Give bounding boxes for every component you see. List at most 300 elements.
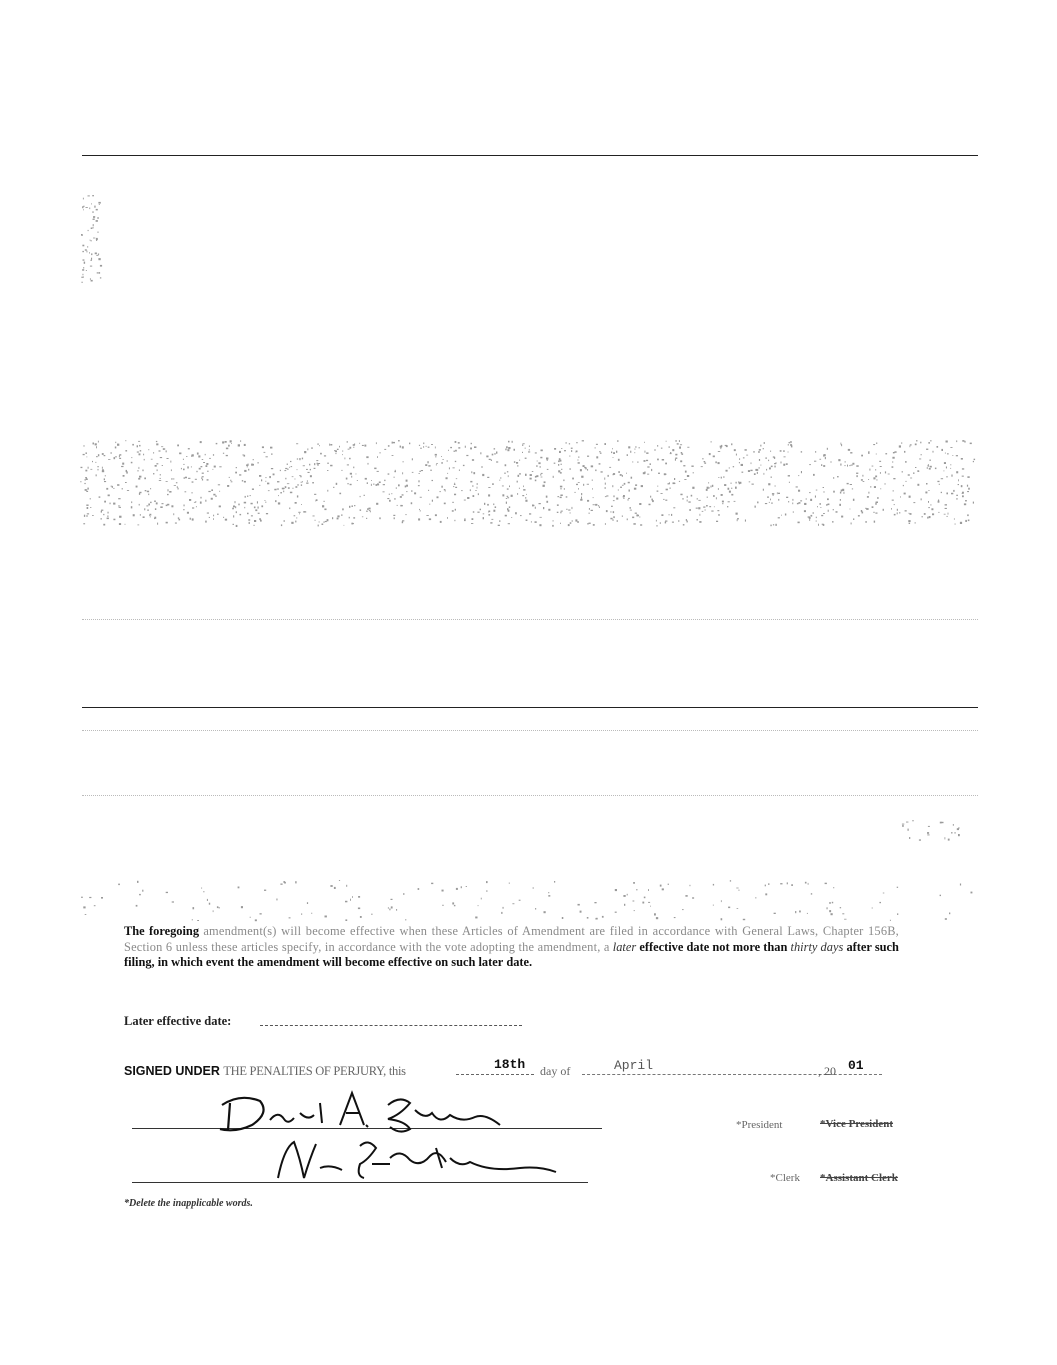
scan-speck [875, 513, 877, 514]
scan-speck [389, 494, 390, 495]
scan-speck [156, 441, 157, 442]
scan-speck [757, 472, 758, 474]
scan-speck [681, 453, 683, 455]
scan-speck [654, 913, 656, 915]
scan-speck [894, 451, 896, 453]
scan-speck [833, 887, 834, 888]
scan-speck [558, 460, 559, 462]
scan-speck [249, 522, 250, 524]
scan-speck [161, 446, 163, 447]
scan-speck [868, 492, 869, 494]
scan-speck [454, 520, 455, 521]
scan-speck [332, 517, 333, 519]
scan-speck [880, 472, 881, 474]
scan-speck [647, 474, 649, 475]
scan-speck [481, 466, 482, 468]
scan-speck [612, 520, 614, 521]
year-prefix: , 20 [818, 1064, 836, 1078]
scan-speck [147, 491, 149, 493]
scan-speck [804, 510, 806, 512]
scan-speck [649, 504, 651, 506]
scan-speck [483, 513, 485, 514]
scan-speck [86, 452, 87, 454]
scan-speck [200, 497, 201, 499]
scan-speck [367, 482, 368, 484]
scan-speck [940, 822, 942, 824]
scan-speck [131, 462, 133, 464]
scan-speck [95, 443, 97, 445]
scan-speck [868, 452, 870, 454]
scan-speck [376, 484, 378, 486]
scan-speck [613, 500, 615, 501]
scan-speck [456, 478, 457, 479]
scan-speck [125, 482, 127, 483]
scan-speck [626, 473, 627, 474]
scan-speck [731, 488, 732, 489]
scan-speck [780, 883, 782, 884]
scan-speck [420, 497, 422, 498]
scan-speck [209, 458, 211, 459]
scan-speck [775, 485, 776, 486]
scan-speck [197, 453, 199, 455]
scan-speck [160, 478, 161, 479]
scan-speck [244, 470, 246, 472]
scan-speck [84, 262, 85, 264]
scan-speck [879, 902, 881, 903]
scan-speck [160, 457, 162, 458]
scan-speck [574, 492, 575, 493]
scan-speck [798, 475, 799, 476]
scan-speck [151, 459, 153, 460]
scan-speck [661, 514, 663, 516]
scan-speck [745, 520, 746, 522]
scan-speck [187, 466, 189, 468]
scan-speck [862, 475, 863, 477]
scan-speck [139, 453, 141, 455]
scan-speck [906, 822, 908, 823]
scan-speck [96, 209, 98, 211]
scan-speck [88, 230, 89, 231]
scan-speck [455, 461, 456, 462]
scan-speck [449, 467, 450, 469]
scan-speck [772, 493, 774, 494]
scan-speck [661, 448, 663, 449]
scan-speck [398, 484, 400, 486]
scan-speck [599, 451, 600, 452]
scan-speck [350, 484, 352, 485]
scan-speck [823, 454, 825, 456]
scan-speck [487, 504, 489, 506]
year-value[interactable]: 01 [848, 1058, 864, 1073]
scan-speck [554, 463, 556, 464]
scan-speck [650, 463, 652, 465]
scan-speck [230, 480, 232, 481]
scan-speck [418, 480, 419, 482]
scan-speck [508, 447, 510, 449]
scan-speck [783, 464, 785, 466]
scan-speck [688, 501, 690, 502]
scan-speck [103, 524, 105, 526]
scan-speck [405, 514, 406, 515]
scan-speck [335, 453, 336, 454]
scan-speck [101, 510, 103, 511]
scan-speck [842, 913, 844, 914]
scan-speck [680, 460, 682, 462]
scan-speck [743, 919, 745, 920]
scan-speck [926, 449, 928, 450]
scan-speck [605, 496, 607, 497]
scan-speck [213, 518, 214, 520]
scan-speck [618, 471, 620, 473]
scan-speck [428, 490, 429, 491]
scan-speck [454, 451, 455, 453]
scan-speck [634, 488, 636, 490]
scan-speck [622, 516, 623, 517]
scan-speck [295, 486, 297, 488]
scan-speck [705, 509, 706, 510]
scan-speck [529, 449, 530, 450]
scan-speck [658, 473, 660, 474]
scan-speck [216, 443, 218, 444]
scan-speck [406, 485, 408, 487]
scan-speck [582, 440, 584, 441]
scan-speck [488, 514, 490, 516]
scan-speck [657, 445, 658, 447]
scan-speck [247, 513, 249, 515]
scan-speck [339, 446, 340, 448]
signed-statement [124, 1064, 406, 1079]
scan-speck [90, 278, 91, 279]
scan-speck [97, 217, 98, 219]
scan-speck [507, 508, 509, 510]
scan-speck [265, 477, 266, 478]
scan-speck [519, 460, 520, 461]
scan-speck [605, 523, 606, 524]
scan-speck [86, 207, 88, 208]
scan-speck [312, 482, 314, 483]
scan-speck [93, 219, 95, 220]
scan-speck [327, 519, 329, 521]
scan-speck [100, 265, 102, 267]
scan-speck [948, 513, 949, 515]
scan-speck [578, 462, 580, 464]
scan-speck [530, 474, 532, 476]
scan-speck [507, 471, 508, 472]
scan-speck [323, 522, 325, 523]
scan-speck [108, 495, 110, 497]
scan-speck [675, 458, 677, 459]
scan-speck [749, 481, 751, 482]
scan-speck [666, 441, 667, 442]
scan-speck [599, 507, 600, 508]
scan-speck [927, 517, 928, 519]
scan-speck [442, 905, 444, 906]
scan-speck [706, 489, 708, 491]
scan-speck [205, 500, 206, 502]
scan-speck [115, 456, 117, 457]
scan-speck [459, 470, 460, 471]
scan-speck [788, 501, 789, 502]
scan-speck [414, 492, 416, 494]
scan-speck [875, 469, 876, 470]
scan-speck [703, 507, 705, 508]
scan-speck [90, 266, 92, 267]
scan-speck [342, 508, 344, 510]
scan-speck [492, 454, 494, 456]
scan-speck [696, 508, 698, 509]
scan-speck [181, 468, 182, 469]
scan-speck [184, 505, 185, 507]
scan-speck [425, 464, 427, 466]
scan-speck [777, 492, 778, 494]
scan-speck [202, 459, 204, 460]
scan-speck [856, 465, 858, 467]
scan-speck [225, 519, 227, 521]
scan-speck [817, 506, 818, 507]
scan-speck [453, 486, 454, 487]
scan-speck [136, 486, 138, 488]
scan-speck [729, 467, 730, 469]
scan-speck [452, 502, 454, 503]
scan-speck [280, 884, 282, 885]
scan-speck [956, 471, 958, 473]
month-value[interactable]: April [614, 1058, 654, 1073]
scan-speck [809, 464, 811, 465]
scan-speck [728, 488, 730, 490]
scan-speck [487, 477, 489, 478]
scan-speck [454, 483, 455, 485]
scan-speck [142, 470, 143, 472]
scan-speck [455, 509, 456, 511]
scan-speck [427, 461, 428, 463]
scan-speck [493, 504, 494, 506]
scan-speck [509, 883, 510, 884]
scan-speck [345, 901, 347, 903]
scan-speck [952, 455, 953, 456]
scan-speck [91, 253, 92, 255]
scan-speck [940, 895, 941, 896]
scan-speck [677, 443, 679, 444]
scan-speck [628, 499, 629, 501]
scan-speck [236, 525, 238, 527]
scan-speck [627, 454, 628, 456]
paragraph-text-3: after such filing, in which event the amendment will become effective on such later [124, 939, 899, 969]
scan-speck [840, 464, 841, 466]
scan-speck [215, 496, 217, 497]
day-value[interactable]: 18th [494, 1057, 526, 1072]
scan-speck [517, 493, 518, 495]
scan-speck [825, 457, 826, 459]
scan-speck [693, 472, 694, 473]
scan-speck [122, 488, 123, 489]
scan-speck [661, 493, 663, 494]
scan-speck [170, 461, 171, 463]
scan-speck [209, 903, 210, 905]
scan-speck [902, 824, 904, 825]
later-effective-date-field[interactable] [260, 1025, 522, 1026]
scan-speck [91, 203, 92, 204]
scan-speck [353, 467, 354, 469]
scan-speck [837, 476, 839, 477]
scan-speck [578, 456, 579, 458]
scan-speck [142, 890, 143, 892]
scan-speck [242, 480, 243, 481]
scan-speck [560, 472, 562, 474]
scan-speck [774, 463, 776, 464]
scan-speck [83, 259, 85, 260]
scan-speck [928, 490, 929, 491]
scan-speck [873, 444, 875, 445]
scan-speck [657, 486, 658, 487]
scan-speck [523, 443, 525, 444]
scan-speck [519, 488, 520, 489]
scan-speck [973, 461, 974, 462]
scan-speck [633, 882, 635, 884]
scan-speck [594, 902, 596, 903]
scan-speck [80, 481, 82, 482]
scan-speck [558, 464, 559, 466]
scan-speck [823, 487, 824, 488]
scan-speck [617, 520, 618, 522]
scan-speck [691, 495, 693, 497]
scan-speck [446, 477, 448, 479]
scan-speck [941, 478, 943, 479]
scan-speck [86, 490, 88, 491]
scan-speck [505, 464, 507, 466]
scan-speck [98, 469, 99, 471]
scan-speck [913, 502, 915, 503]
scan-speck [828, 510, 829, 512]
scan-speck [268, 490, 270, 491]
scan-speck [540, 457, 542, 459]
scan-speck [227, 485, 229, 487]
scan-speck [910, 478, 912, 479]
scan-speck [452, 902, 454, 904]
scan-speck [473, 511, 475, 512]
scan-speck [687, 500, 688, 502]
scan-speck [578, 488, 579, 489]
scan-speck [572, 478, 574, 480]
scan-speck [172, 479, 174, 480]
scan-speck [697, 498, 698, 500]
scan-speck [453, 467, 455, 468]
scan-speck [311, 913, 312, 914]
scan-speck [123, 475, 125, 477]
scan-speck [348, 449, 350, 450]
scan-speck [841, 444, 842, 446]
scan-speck [833, 509, 834, 510]
scan-speck [697, 519, 698, 521]
scan-speck [723, 476, 724, 477]
scan-speck [950, 464, 951, 465]
scan-speck [560, 488, 562, 489]
scan-speck [628, 498, 630, 499]
scan-speck [173, 513, 174, 515]
scan-speck [557, 512, 559, 513]
scan-speck [126, 470, 127, 472]
scan-speck [285, 478, 286, 480]
scan-speck [159, 450, 161, 451]
scan-speck [962, 468, 964, 469]
scan-speck [341, 470, 342, 471]
scan-speck [371, 484, 372, 486]
scan-speck [166, 522, 168, 524]
scan-speck [222, 441, 224, 443]
scan-speck [910, 445, 911, 447]
scan-speck [218, 484, 220, 485]
scan-speck [396, 909, 397, 911]
scan-speck [926, 483, 928, 485]
scan-speck [761, 465, 762, 466]
scan-speck [98, 272, 100, 274]
scan-speck [317, 464, 318, 466]
scan-speck [669, 482, 670, 483]
scan-speck [296, 517, 297, 518]
scan-speck [83, 446, 85, 447]
scan-speck [897, 509, 898, 511]
scan-speck [201, 466, 203, 467]
scan-speck [939, 484, 940, 485]
scan-speck [213, 515, 214, 517]
scan-speck [397, 505, 398, 506]
scan-speck [295, 521, 296, 523]
assistant-clerk-title-struck: *Assistant Clerk [820, 1172, 898, 1184]
scan-speck [827, 907, 828, 909]
scan-speck [560, 486, 562, 488]
scan-speck [247, 466, 248, 468]
scan-speck [202, 476, 204, 477]
scan-speck [698, 500, 700, 501]
scan-speck [271, 468, 273, 469]
scan-speck [729, 491, 731, 493]
scan-speck [118, 506, 120, 507]
scan-speck [419, 509, 420, 510]
scan-speck [345, 458, 346, 460]
scan-speck [284, 520, 285, 521]
scan-speck [475, 490, 476, 491]
scan-speck [119, 454, 121, 455]
scan-speck [768, 460, 769, 461]
scan-speck [150, 516, 151, 517]
scan-speck [722, 501, 724, 503]
scan-speck [635, 446, 636, 447]
scan-speck [759, 449, 761, 451]
scan-speck [110, 452, 112, 453]
scan-speck [99, 204, 100, 205]
scan-speck [376, 442, 377, 444]
scan-speck [899, 445, 901, 447]
scan-speck [486, 890, 487, 891]
scan-speck [827, 448, 828, 450]
scan-speck [944, 514, 946, 515]
scan-speck [606, 510, 608, 512]
scan-speck [509, 506, 510, 508]
scan-speck [365, 478, 367, 480]
scan-speck [587, 484, 589, 485]
scan-speck [470, 489, 471, 491]
scan-speck [922, 516, 923, 517]
scan-speck [593, 504, 595, 505]
scan-speck [868, 479, 869, 480]
scan-speck [526, 520, 528, 522]
scan-speck [755, 506, 756, 508]
scan-speck [289, 508, 290, 510]
scan-speck [774, 913, 776, 914]
scan-speck [98, 202, 100, 204]
scan-speck [231, 443, 232, 444]
scan-speck [219, 907, 220, 908]
scan-speck [588, 513, 590, 514]
